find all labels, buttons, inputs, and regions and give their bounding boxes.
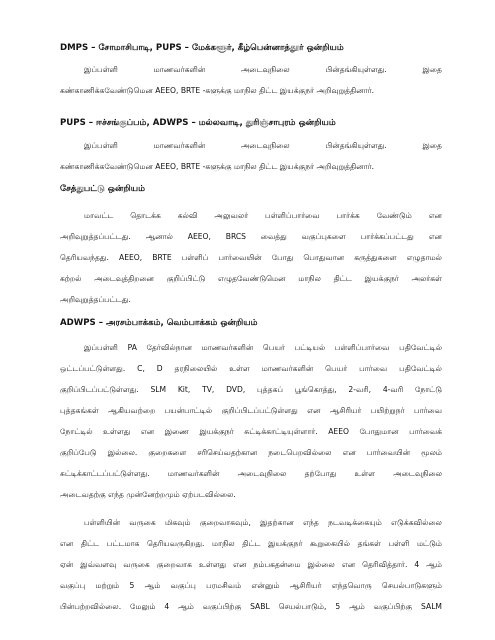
section-line: ஏன் இவ்வளவு வருகை குறைவாக உள்ளது என நம்பகதன்மை இல்லை என தெரிவித்தார். 4 ஆம் [60,560,442,569]
section-line: குறிப்பேடு இல்லை. குறைகளை சரிசெய்வதற்கான நடைபெறவில்லை என பார்வையின் மூலம் [60,448,442,457]
section-line: ஒட்டப்பட்டுள்ளது. C, D தரநிலையில் உள்ள மாணவர்களின் பெயர் பார்வை பதிவேட்டில் [60,364,442,373]
section-heading-adwps: ADWPS – அரசம்பாக்கம், வெம்பாக்கம் ஒன்றியம் [60,318,258,328]
section-line: குறிப்பிடப்பட்டுள்ளது. SLM Kit, TV, DVD, புத்தகப் பூங்கொத்து, 2-வரி, 4-வரி நோட்டு [60,385,442,394]
section-line: என திட்ட பட்டமாக தெரியவருகிறது. மாநில திட்ட இயக்குநர் கூறுகையில் தங்கள் பள்ளி மட்டும் [60,539,442,548]
section-heading-chetpet: சேத்துபட்டு ஒன்றியம் [60,184,146,194]
section-heading-pups: PUPS – ஈச்சங்குப்பம், ADWPS – மல்லவாடி, துரிஞ்சாபுரம் ஒன்றியம் [60,118,336,128]
section-line: மாவட்ட தொடக்க கல்வி அலுவலர் பள்ளிப்பார்வை பார்க்க வேண்டும் என [84,211,442,220]
section-heading-dmps: DMPS – சோமாசிபாடி, PUPS – மேக்களூர், கீழ்பென்னாத்தூர் ஒன்றியம் [60,43,344,53]
section-line: இப்பள்ளி மாணவர்களின் அடைவுநிலை பின்தங்கியுள்ளது. இதை [84,65,442,74]
section-line: புத்தகங்கள் ஆகியவற்றை பயன்பாட்டில் குறிப்பிடப்பட்டுள்ளது என ஆசிரியர் பயிற்றுநர் பார்வை [60,406,442,415]
section-line: இப்பள்ளி மாணவர்களின் அடைவுநிலை பின்தங்கியுள்ளது. இதை [84,141,442,150]
section-line: வகுப்பு மற்றும் 5 ஆம் வகுப்பு பரமசிவம் என்னும் ஆசிரியர் எந்தவொரு செயல்பாடுகளும் [60,581,442,590]
section-line: அடைவதற்கு எந்த முன்னேற்றமும் ஏற்படவில்லை. [60,490,236,499]
section-line: பின்பற்றவில்லை. மேலும் 4 ஆம் வகுப்பிற்கு SABL செயல்பாடும், 5 ஆம் வகுப்பிற்கு SALM [60,602,442,611]
section-line: கற்றல் அடைவுத்திறனை குறிப்பிட்டு எழுதவேண்டுமென மாநில திட்ட இயக்குநர் அலர்கள் [60,274,442,283]
section-line: நோட்டில் உள்ளது என இணை இயக்குநர் சுட்டிக்காட்டியுள்ளார். AEEO போதுமான பார்வைக் [60,427,442,436]
section-line: அறிவுறுத்தப்பட்டது. ஆனால் AEEO, BRCS வைத்து வகுப்புகளை பார்க்கப்பட்டது என [60,232,442,241]
section-line: கண்காணிக்கவேண்டுமென AEEO, BRTE -களுக்கு மாநில திட்ட இயக்குநர் அறிவுறுத்தினார். [60,86,374,95]
section-line: இப்பள்ளி PA தேர்வில்நான மாணவர்களின் பெயர் பட்டியல் பள்ளிப்பார்வை பதிவேட்டில் [84,343,442,352]
section-line: அறிவுறுத்தப்பட்டது. [60,295,131,304]
section-line: சுட்டிக்காட்டப்பட்டுள்ளது. மாணவர்களின் அடைவுநிலை தற்போது உள்ள அடைவுநிலை [60,469,442,478]
section-line: பள்ளியின் வருகை மிகவும் குறைவாகவும், இதற்கான எந்த நடவடிக்கையும் எடுக்கவில்லை [84,518,442,527]
section-line: கண்காணிக்கவேண்டுமென AEEO, BRTE -களுக்கு மாநில திட்ட இயக்குநர் அறிவுறுத்தினார். [60,162,374,171]
section-line: தெரியவந்தது. AEEO, BRTE பள்ளிப் பார்வையின் போது பொதுவான கருத்துகளை எழுதாமல் [60,253,442,262]
